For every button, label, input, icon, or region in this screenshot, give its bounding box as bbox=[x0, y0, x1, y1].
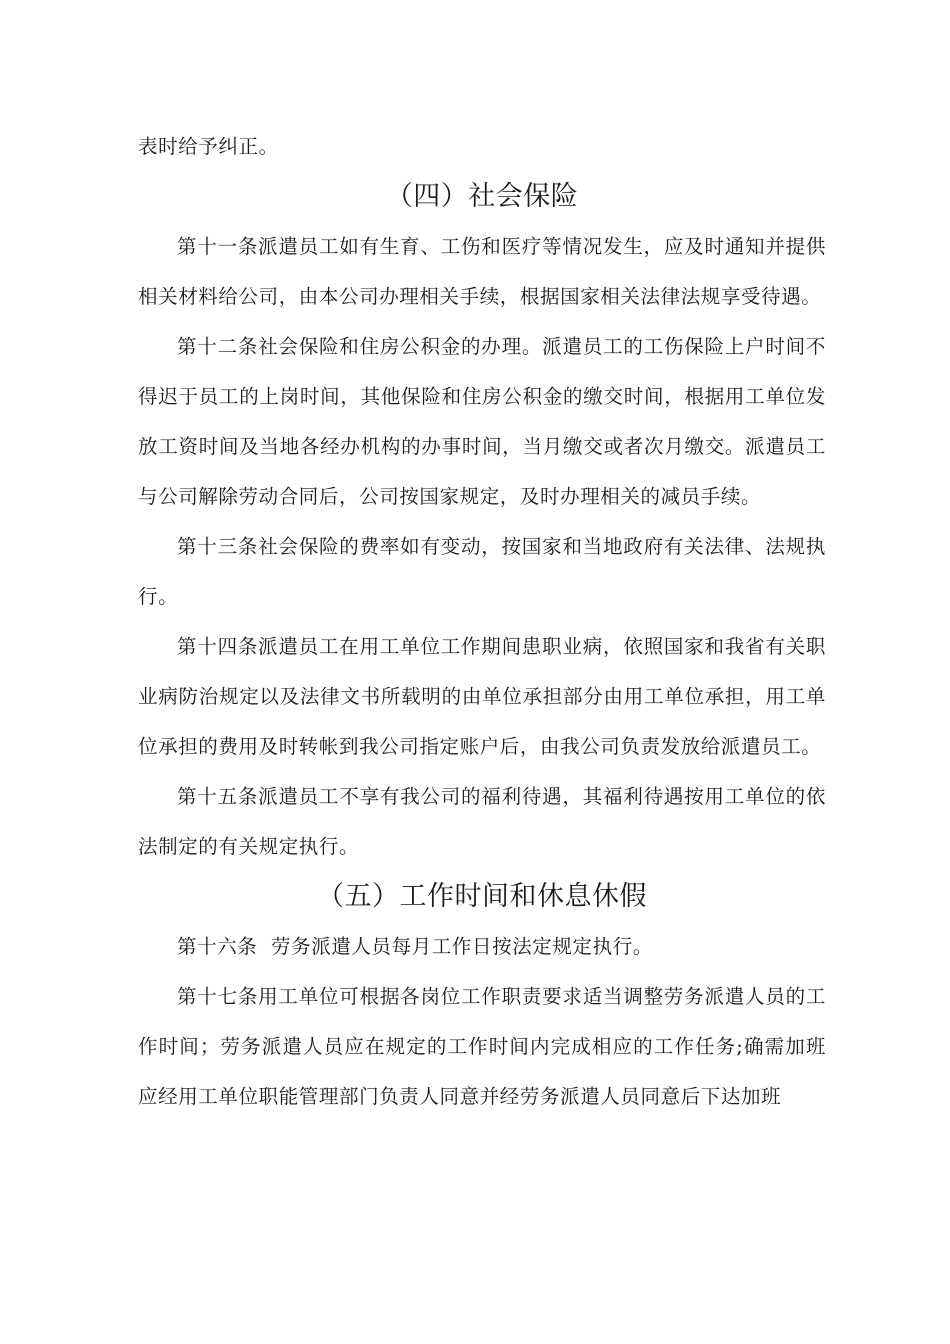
document-body bbox=[138, 122, 826, 1122]
continued-text: 表时给予纠正。 bbox=[138, 135, 279, 158]
article-15: 第十五条派遣员工不享有我公司的福利待遇，其福利待遇按用工单位的依法制定的有关规定执行。 bbox=[138, 785, 826, 858]
section-heading-working-hours: （五）工作时间和休息休假 bbox=[317, 881, 647, 912]
article-11: 第十一条派遣员工如有生育、工伤和医疗等情况发生，应及时通知并提供相关材料给公司，由本公司办理相关手续，根据国家相关法律法规享受待遇。 bbox=[138, 235, 826, 308]
article-13: 第十三条社会保险的费率如有变动，按国家和当地政府有关法律、法规执行。 bbox=[138, 535, 826, 608]
section-heading-social-insurance: （四）社会保险 bbox=[385, 181, 579, 212]
article-12: 第十二条社会保险和住房公积金的办理。派遣员工的工伤保险上户时间不得迟于员工的上岗时间，其他保险和住房公积金的缴交时间，根据用工单位发放工资时间及当地各经办机构的办事时间，当月缴交或者次月缴交。派遣员工与公司解除劳动合同后，公司按国家规定，及时办理相关的减员手续。 bbox=[138, 335, 826, 508]
article-14: 第十四条派遣员工在用工单位工作期间患职业病，依照国家和我省有关职业病防治规定以及法律文书所载明的由单位承担部分由用工单位承担，用工单位承担的费用及时转帐到我公司指定账户后，由我公司负责发放给派遣员工。 bbox=[138, 635, 826, 758]
article-16: 第十六条 劳务派遣人员每月工作日按法定规定执行。 bbox=[177, 935, 653, 958]
article-17: 第十七条用工单位可根据各岗位工作职责要求适当调整劳务派遣人员的工作时间；劳务派遣人员应在规定的工作时间内完成相应的工作任务;确需加班应经用工单位职能管理部门负责人同意并经劳务派遣人员同意后下达加班 bbox=[138, 985, 826, 1108]
